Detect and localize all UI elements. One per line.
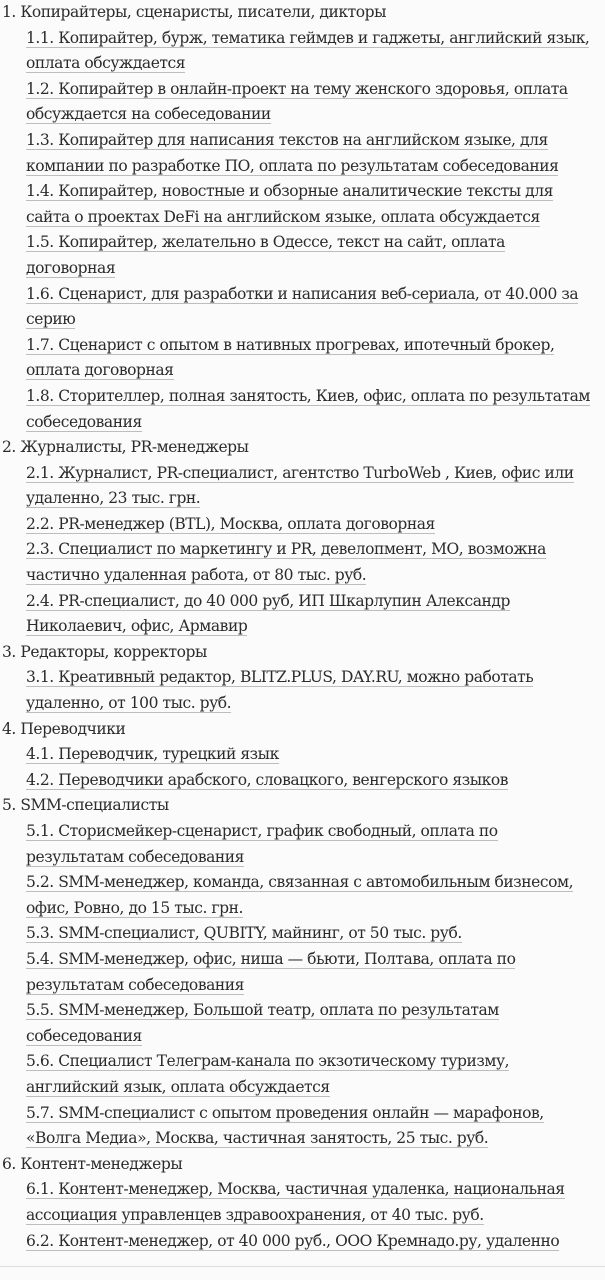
toc-item (0, 665, 605, 716)
toc-section (0, 435, 605, 640)
toc-subitems (0, 742, 605, 793)
toc-item-link[interactable]: 1.3. Копирайтер для написания текстов на английском языке, для компании по разработке ПО, оплата по результатам собеседования (26, 130, 559, 175)
toc-section (0, 717, 605, 794)
toc-section (0, 1152, 605, 1254)
toc-section-heading[interactable]: 3. Редакторы, корректоры (2, 642, 207, 661)
toc-item (0, 742, 605, 768)
toc-item-link[interactable]: 6.2. Контент-менеджер, от 40 000 руб., ООО Кремнадо.ру, удаленно (26, 1231, 560, 1250)
toc-section (0, 793, 605, 1151)
toc-item-link[interactable]: 5.5. SMM-менеджер, Большой театр, оплата по результатам собеседования (26, 1001, 499, 1045)
toc-item (0, 589, 605, 640)
toc-item-link[interactable]: 2.2. PR-менеджер (BTL), Москва, оплата договорная (26, 514, 435, 533)
toc-item (0, 768, 605, 794)
toc-item (0, 230, 605, 281)
toc-item-link[interactable]: 5.6. Специалист Телеграм-канала по экзотическому туризму, английский язык, оплата обсуждается (26, 1052, 510, 1096)
toc-item-link[interactable]: 5.2. SMM-менеджер, команда, связанная с автомобильным бизнесом, офис, Ровно, до 15 тыс. грн. (26, 873, 574, 917)
toc-item (0, 179, 605, 230)
bottom-divider (0, 1266, 605, 1267)
toc-item-link[interactable]: 5.7. SMM-специалист с опытом проведения онлайн — марафонов, «Волга Медиа», Москва, частичная занятость, 25 тыс. руб. (26, 1103, 544, 1148)
toc-subitems (0, 461, 605, 640)
toc-item (0, 998, 605, 1049)
toc-item (0, 128, 605, 179)
toc-item (0, 77, 605, 128)
toc-item (0, 947, 605, 998)
toc-item-link[interactable]: 6.1. Контент-менеджер, Москва, частичная удаленка, национальная ассоциация управленцев здравоохранения, от 40 тыс. руб. (26, 1180, 565, 1224)
toc-item (0, 819, 605, 870)
toc-section-heading[interactable]: 1. Копирайтеры, сценаристы, писатели, дикторы (2, 3, 386, 21)
toc-item (0, 1049, 605, 1100)
toc-item (0, 921, 605, 947)
toc-section-heading[interactable]: 2. Журналисты, PR-менеджеры (2, 438, 249, 457)
toc-section (0, 0, 605, 435)
toc-item-link[interactable]: 1.5. Копирайтер, желательно в Одессе, текст на сайт, оплата договорная (26, 233, 505, 277)
toc-section-heading[interactable]: 5. SMM-специалисты (2, 796, 169, 815)
toc-item-link[interactable]: 4.2. Переводчики арабского, словацкого, венгерского языков (26, 770, 509, 789)
toc-subitems (0, 26, 605, 436)
toc-item-link[interactable]: 1.6. Сценарист, для разработки и написания веб-сериала, от 40.000 за серию (26, 284, 579, 329)
toc-item (0, 461, 605, 512)
toc-item (0, 1229, 605, 1255)
toc-item (0, 384, 605, 435)
toc-item-link[interactable]: 4.1. Переводчик, турецкий язык (26, 745, 279, 764)
toc-item (0, 537, 605, 588)
toc-section-heading[interactable]: 4. Переводчики (2, 719, 126, 738)
toc-section (0, 640, 605, 717)
toc-item-link[interactable]: 3.1. Креативный редактор, BLITZ.PLUS, DAY.RU, можно работать удаленно, от 100 тыс. руб. (26, 668, 534, 713)
toc-section-heading[interactable]: 6. Контент-менеджеры (2, 1154, 183, 1173)
toc-subitems (0, 665, 605, 716)
toc-subitems (0, 819, 605, 1152)
toc-item (0, 1177, 605, 1228)
toc-item-link[interactable]: 1.7. Сценарист с опытом в нативных прогревах, ипотечный брокер, оплата договорная (26, 335, 555, 380)
toc-item (0, 333, 605, 384)
toc-item-link[interactable]: 2.1. Журналист, PR-специалист, агентство TurboWeb , Киев, офис или удаленно, 23 тыс. грн. (26, 463, 574, 508)
toc-subitems (0, 1177, 605, 1254)
toc-item-link[interactable]: 5.3. SMM-специалист, QUBITY, майнинг, от 50 тыс. руб. (26, 924, 462, 943)
toc-item (0, 282, 605, 333)
toc-item-link[interactable]: 1.2. Копирайтер в онлайн-проект на тему женского здоровья, оплата обсуждается на собеседовании (26, 79, 568, 124)
toc-item-link[interactable]: 1.8. Сторителлер, полная занятость, Киев, офис, оплата по результатам собеседования (26, 386, 591, 431)
toc-item-link[interactable]: 1.4. Копирайтер, новостные и обзорные аналитические тексты для сайта о проектах DeFi на английском языке, оплата обсуждается (26, 182, 553, 226)
toc-item-link[interactable]: 5.4. SMM-менеджер, офис, ниша — бьюти, Полтава, оплата по результатам собеседования (26, 949, 516, 994)
toc-item (0, 26, 605, 77)
toc-item-link[interactable]: 5.1. Сторисмейкер-сценарист, график свободный, оплата по результатам собеседования (26, 822, 498, 866)
toc-item (0, 870, 605, 921)
toc-item (0, 1101, 605, 1152)
toc-item-link[interactable]: 2.4. PR-специалист, до 40 000 руб, ИП Шкарлупин Александр Николаевич, офис, Армавир (26, 591, 510, 636)
toc-item (0, 512, 605, 538)
toc-item-link[interactable]: 2.3. Специалист по маркетингу и PR, девелопмент, МО, возможна частично удаленная работа, от 80 тыс. руб. (26, 540, 546, 585)
toc-item-link[interactable]: 1.1. Копирайтер, бурж, тематика геймдев и гаджеты, английский язык, оплата обсуждается (26, 28, 590, 73)
